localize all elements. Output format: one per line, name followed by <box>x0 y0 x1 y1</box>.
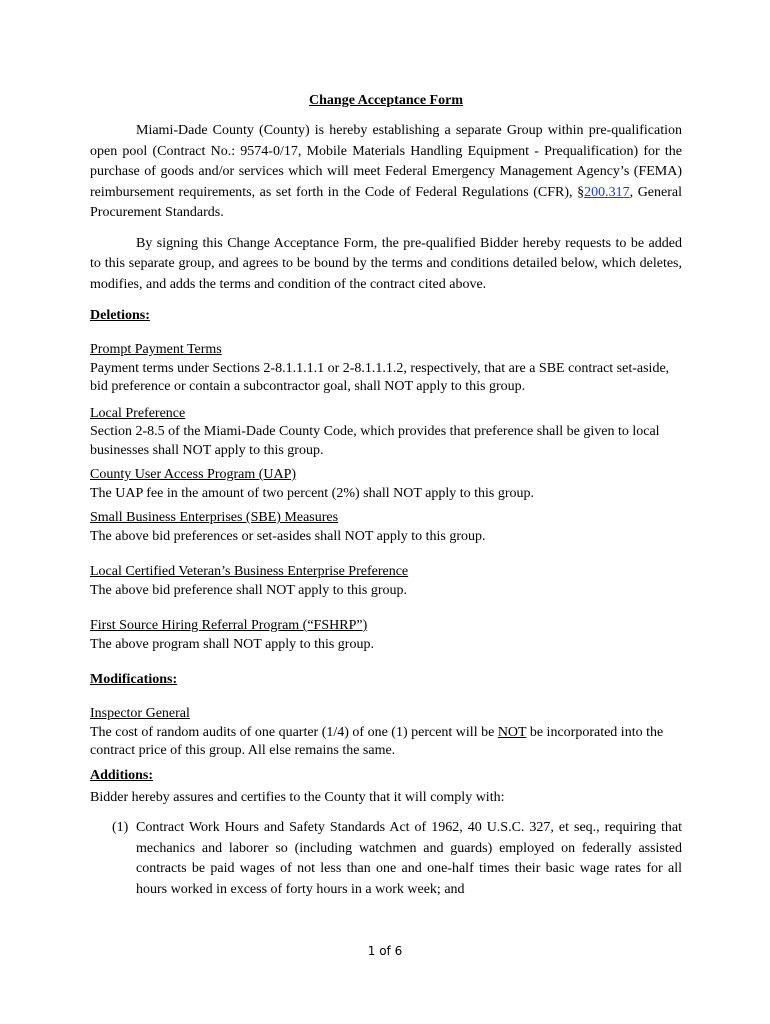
deletion-text: The UAP fee in the amount of two percent (2%) shall NOT apply to this group. <box>90 485 535 501</box>
signing-paragraph: By signing this Change Acceptance Form, the pre-qualified Bidder hereby requests to be added to this separate group, and agrees to be bound by the terms and conditions detailed below, which deletes, modifies, and adds the terms and condition of the contract cited above. <box>90 235 682 292</box>
cfr-section-link[interactable]: 200.317 <box>584 184 630 200</box>
modifications-heading: Modifications: <box>90 672 178 687</box>
deletion-text: The above bid preference shall NOT apply to this group. <box>90 582 407 598</box>
document-title: Change Acceptance Form <box>309 93 463 108</box>
additions-intro: Bidder hereby assures and certifies to the County that it will comply with: <box>90 789 505 805</box>
intro-text: Miami-Dade County (County) is hereby establishing a separate Group within pre-qualification open pool (Contract No.: 9574-0/17, Mobile Materials Handling Equipment - Prequalification) for the purchase of goods and/or services which will meet Federal Emergency Management Agency’s (FEMA) reimbursement requirements, as set forth in the Code of Federal Regulations (CFR), § <box>90 123 682 200</box>
deletion-text: Payment terms under Sections 2-8.1.1.1.1 or 2-8.1.1.1.2, respectively, that are a SBE contract set-aside, bid preference or contain a subcontractor goal, shall NOT apply to this group. <box>90 360 670 394</box>
deletion-title: First Source Hiring Referral Program (“FSHRP”) <box>90 618 368 633</box>
addition-item <box>90 818 682 900</box>
deletions-heading: Deletions: <box>90 308 150 323</box>
deletion-item <box>90 466 682 503</box>
addition-text: Contract Work Hours and Safety Standards Act of 1962, 40 U.S.C. 327, et seq., requiring that mechanics and laborer so (including watchmen and guards) employed on federally assisted contracts be paid wages of not less than one and one-half times their basic wage rates for all hours worked in excess of forty hours in a work week; and <box>136 820 682 897</box>
modification-item <box>90 705 682 761</box>
deletion-text: The above bid preferences or set-asides shall NOT apply to this group. <box>90 528 486 544</box>
not-emphasis: NOT <box>497 724 527 740</box>
modification-text: The cost of random audits of one quarter (1/4) of one (1) percent will be NOT be incorporated into the contract price of this group. All else remains the same. <box>90 724 664 758</box>
deletion-item <box>90 341 682 397</box>
deletion-item <box>90 509 682 546</box>
deletion-item <box>90 617 682 654</box>
intro-text-end: , General Procurement Standards. <box>90 184 682 220</box>
page-number: 1 of 6 <box>367 944 403 958</box>
deletion-title: Small Business Enterprises (SBE) Measures <box>90 510 339 525</box>
deletion-title: Local Preference <box>90 405 186 421</box>
deletion-text: The above program shall NOT apply to this group. <box>90 636 374 652</box>
document-body <box>90 93 682 900</box>
deletion-text: Section 2-8.5 of the Miami-Dade County Code, which provides that preference shall be given to local businesses shall NOT apply to this group. <box>90 424 660 458</box>
deletion-item <box>90 563 682 600</box>
deletion-title: County User Access Program (UAP) <box>90 467 297 482</box>
addition-number: (1) <box>112 820 129 835</box>
deletion-title: Prompt Payment Terms <box>90 342 222 357</box>
intro-paragraph <box>90 121 682 224</box>
additions-heading: Additions: <box>90 767 154 783</box>
deletion-item <box>90 405 682 461</box>
deletion-title: Local Certified Veteran’s Business Enterprise Preference <box>90 564 409 579</box>
modification-title: Inspector General <box>90 706 190 721</box>
